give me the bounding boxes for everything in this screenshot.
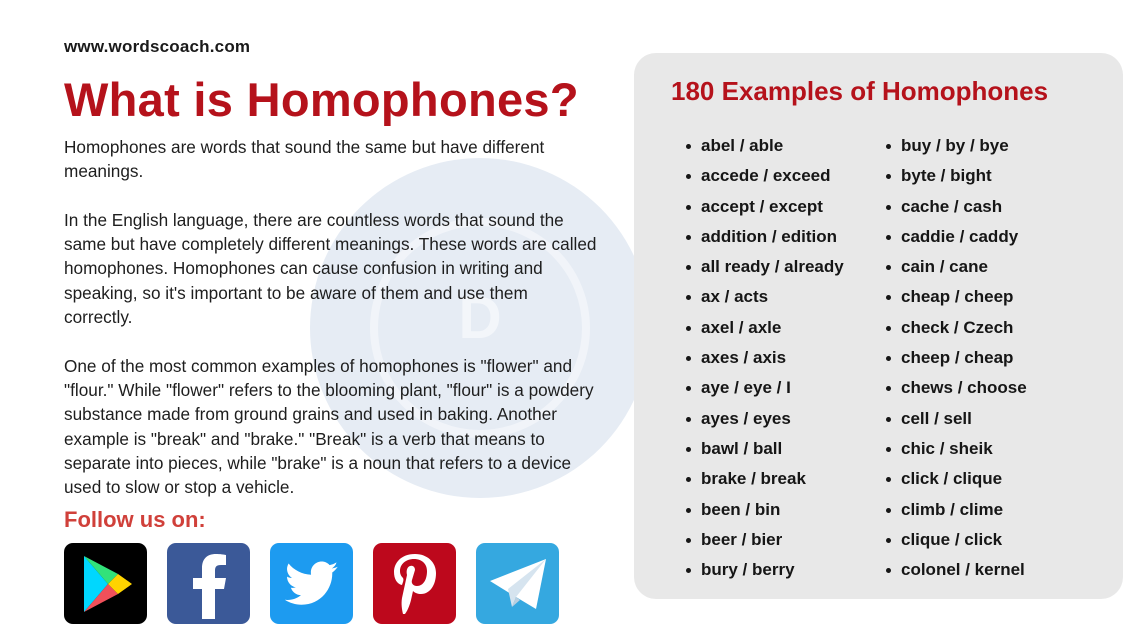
example-item: click / clique: [884, 464, 1027, 494]
examples-column-1: [684, 131, 844, 585]
example-item: bawl / ball: [684, 434, 844, 464]
social-links: [64, 543, 559, 624]
example-item: check / Czech: [884, 313, 1027, 343]
examples-panel: [634, 53, 1123, 599]
follow-us-label: Follow us on:: [64, 507, 206, 532]
paragraph: One of the most common examples of homophones is "flower" and "flour." While "flower" refers to the blooming plant, "flour" is a powdery substance made from ground grains and used in baking. Another example is "break" and "brake." "Break" is a verb that means to separate into pieces, while "brake" is a noun that refers to a device used to slow or stop a vehicle.: [64, 355, 594, 498]
facebook-button[interactable]: [167, 543, 250, 624]
example-item: been / bin: [684, 495, 844, 525]
example-item: clique / click: [884, 525, 1027, 555]
example-item: brake / break: [684, 464, 844, 494]
example-item: caddie / caddy: [884, 222, 1027, 252]
twitter-icon: [285, 561, 339, 607]
example-item: aye / eye / I: [684, 373, 844, 403]
example-item: climb / clime: [884, 495, 1027, 525]
facebook-icon: [189, 549, 229, 619]
example-item: chic / sheik: [884, 434, 1027, 464]
twitter-button[interactable]: [270, 543, 353, 624]
example-item: axes / axis: [684, 343, 844, 373]
example-item: cache / cash: [884, 192, 1027, 222]
example-item: cell / sell: [884, 404, 1027, 434]
example-item: cheep / cheap: [884, 343, 1027, 373]
google-play-icon: [78, 554, 134, 614]
examples-column-2: [884, 131, 1027, 585]
example-item: ayes / eyes: [684, 404, 844, 434]
example-item: chews / choose: [884, 373, 1027, 403]
example-item: bury / berry: [684, 555, 844, 585]
example-item: accept / except: [684, 192, 844, 222]
pinterest-icon: [392, 552, 438, 616]
example-item: accede / exceed: [684, 161, 844, 191]
example-item: abel / able: [684, 131, 844, 161]
example-item: byte / bight: [884, 161, 1027, 191]
telegram-icon: [488, 557, 548, 611]
example-item: cain / cane: [884, 252, 1027, 282]
paragraph: Homophones are words that sound the same but have different meanings.: [64, 137, 545, 182]
pinterest-button[interactable]: [373, 543, 456, 624]
example-item: buy / by / bye: [884, 131, 1027, 161]
watermark-letter: D: [458, 284, 502, 351]
examples-title: 180 Examples of Homophones: [671, 76, 1049, 106]
google-play-button[interactable]: [64, 543, 147, 624]
intro-text: [64, 135, 599, 524]
telegram-button[interactable]: [476, 543, 559, 624]
example-item: addition / edition: [684, 222, 844, 252]
example-item: colonel / kernel: [884, 555, 1027, 585]
page-title: What is Homophones?: [64, 73, 579, 126]
site-url[interactable]: www.wordscoach.com: [64, 37, 251, 56]
example-item: axel / axle: [684, 313, 844, 343]
example-item: ax / acts: [684, 282, 844, 312]
example-item: beer / bier: [684, 525, 844, 555]
example-item: all ready / already: [684, 252, 844, 282]
example-item: cheap / cheep: [884, 282, 1027, 312]
paragraph: In the English language, there are countless words that sound the same but have completely different meanings. These words are called homophones. Homophones can cause confusion in writing and speaking, so it's important to be aware of them and use them correctly.: [64, 209, 597, 328]
